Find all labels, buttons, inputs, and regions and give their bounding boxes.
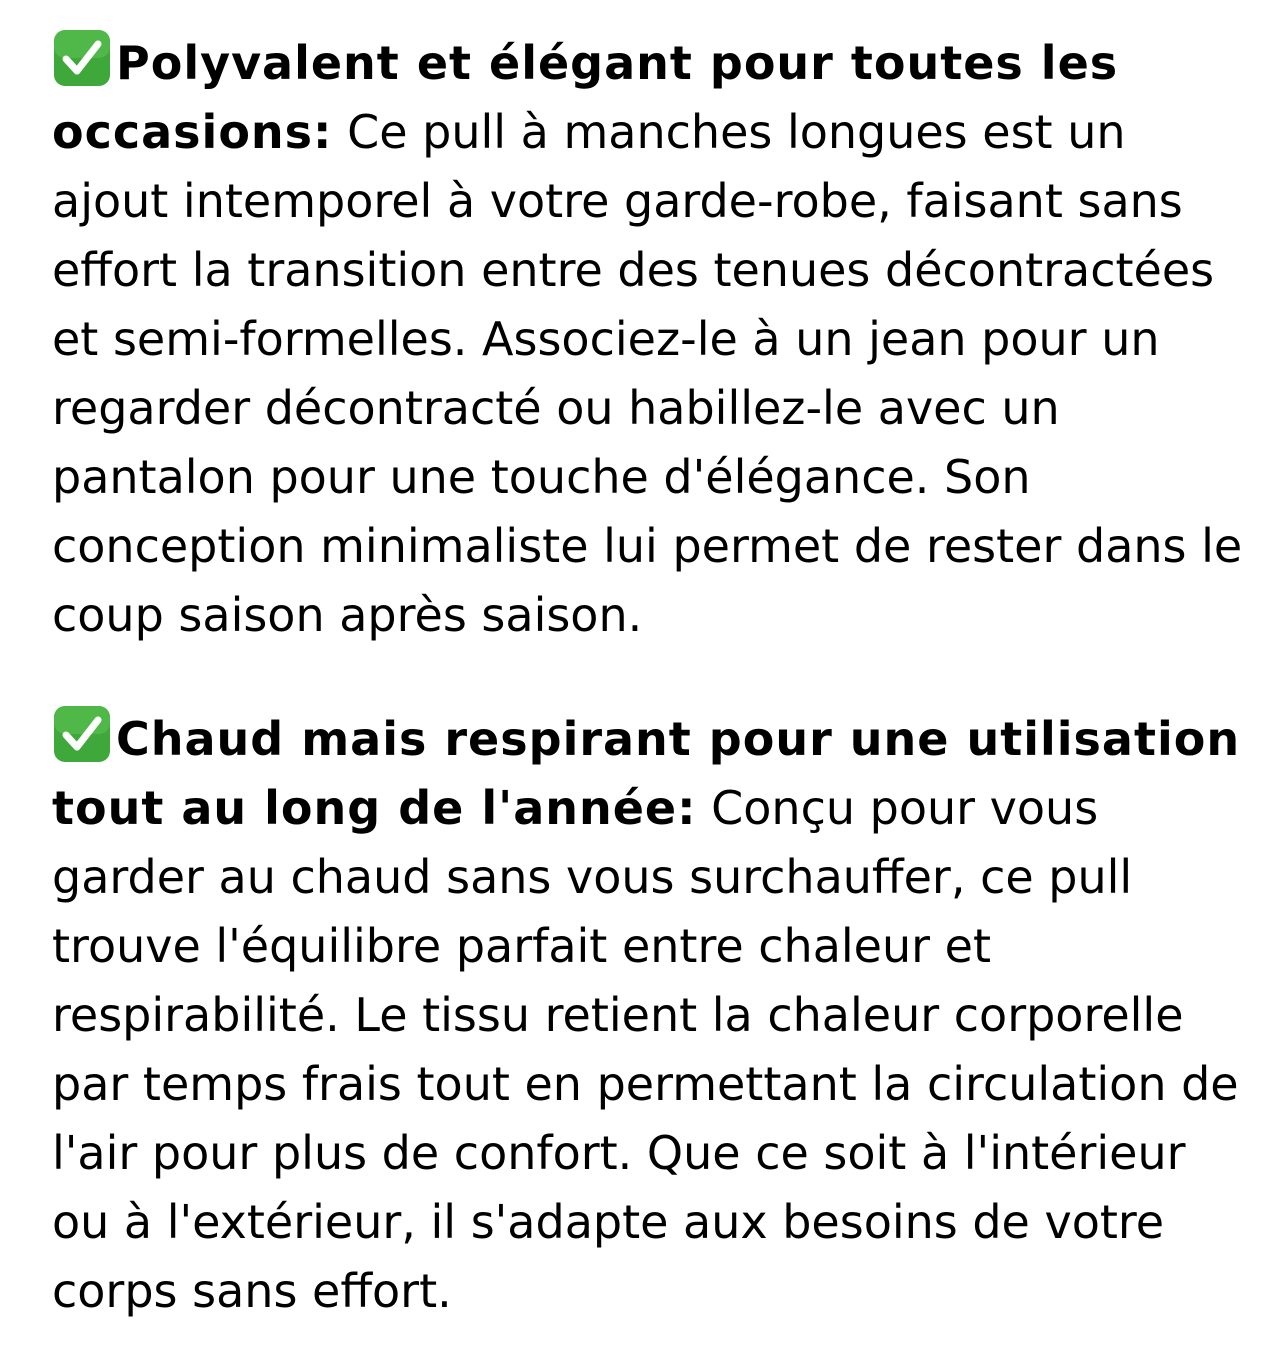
check-mark-icon <box>52 704 112 764</box>
feature-title: Chaud mais respirant pour une utilisation tout au long de l'année: <box>52 712 1241 835</box>
feature-description: Conçu pour vous garder au chaud sans vous surchauffer, ce pull trouve l'équilibre parfait entre chaleur et respirabilité. Le tissu retient la chaleur corporelle par temps frais tout en permettant la circulation de l'air pour plus de confort. Que ce soit à l'intérieur ou à l'extérieur, il s'adapte aux besoins de votre corps sans effort. <box>52 781 1239 1318</box>
product-description <box>52 28 1252 1326</box>
feature-paragraph-breathable <box>52 704 1252 1326</box>
feature-description: Ce pull à manches longues est un ajout intemporel à votre garde-robe, faisant sans effort la transition entre des tenues décontractées et semi-formelles. Associez-le à un jean pour un regarder décontracté ou habillez-le avec un pantalon pour une touche d'élégance. Son conception minimaliste lui permet de rester dans le coup saison après saison. <box>52 105 1243 642</box>
feature-title: Polyvalent et élégant pour toutes les occasions: <box>52 36 1119 159</box>
feature-paragraph-versatile <box>52 28 1252 650</box>
check-mark-icon <box>52 28 112 88</box>
